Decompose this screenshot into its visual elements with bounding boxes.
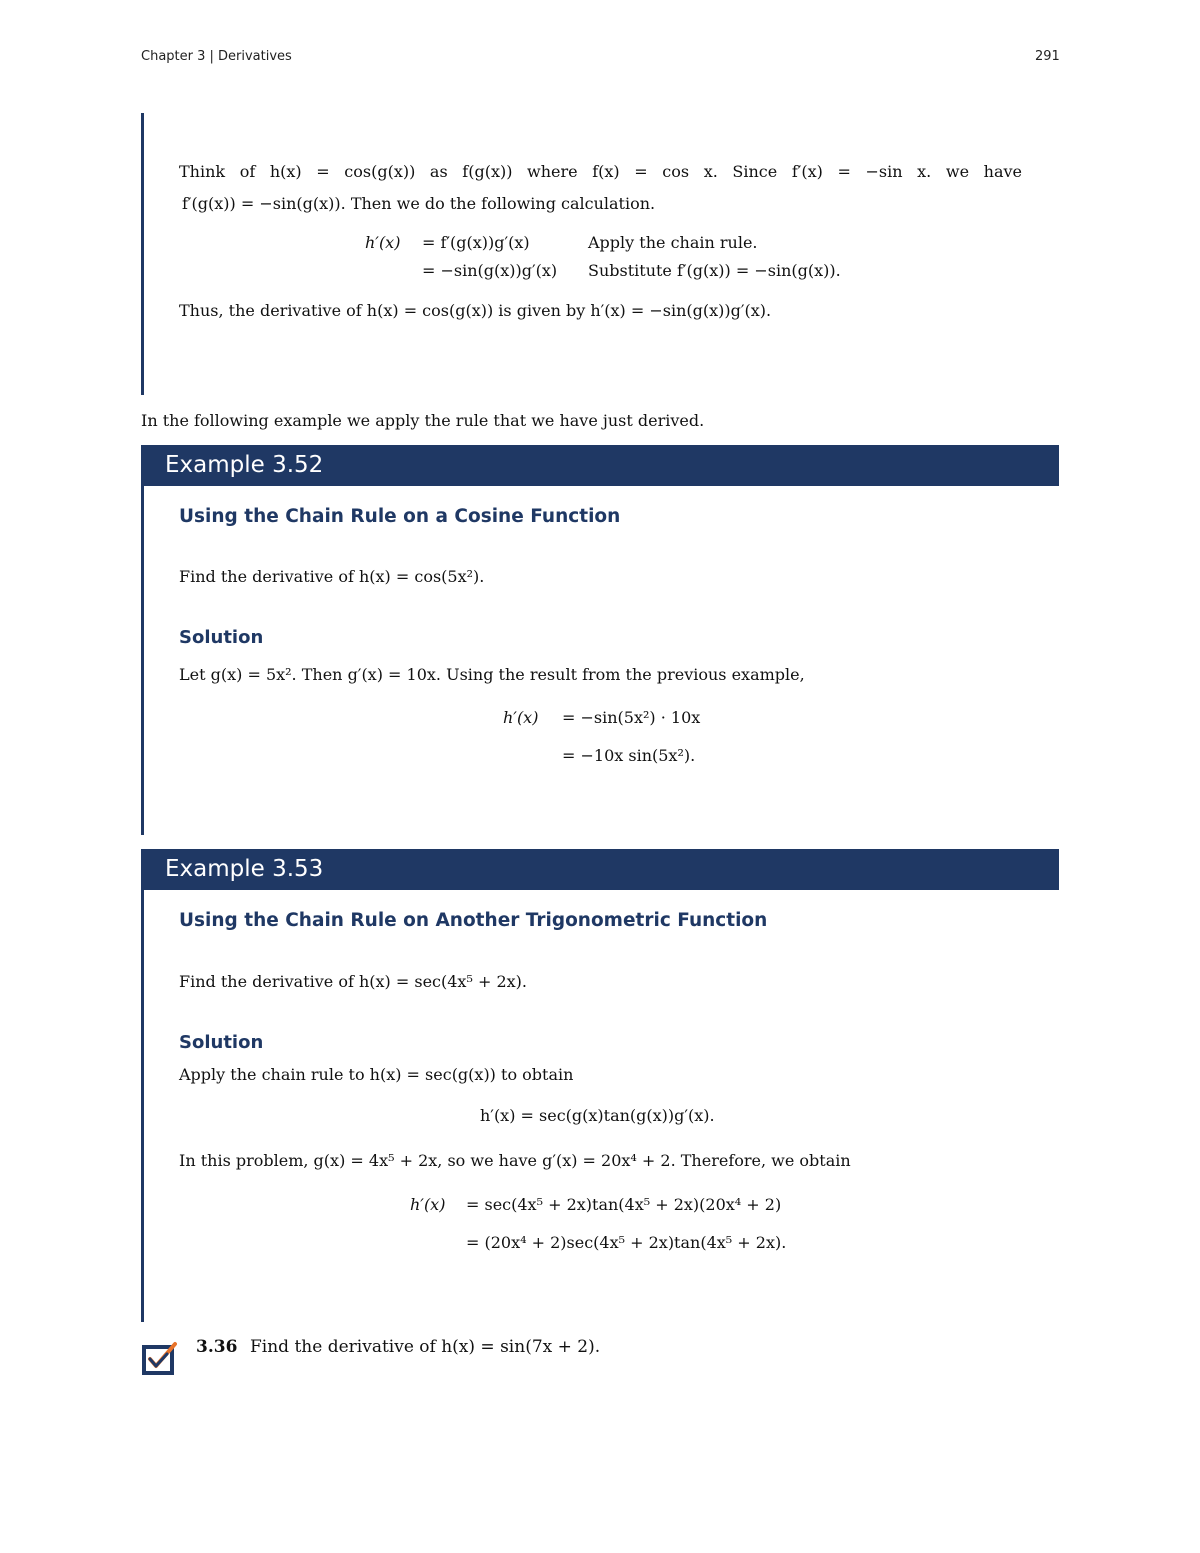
example-3-52-eq1-rhs: = −sin(5x²) · 10x bbox=[562, 708, 701, 727]
calc-row1-lhs: h′(x) bbox=[365, 233, 401, 252]
example-3-52-solution-label: Solution bbox=[179, 627, 264, 648]
example-3-52-eq1-lhs: h′(x) bbox=[503, 708, 539, 727]
calc-row2-rhs: = −sin(g(x))g′(x) bbox=[422, 261, 558, 280]
intro-line-1: Think of h(x) = cos(g(x)) as f(g(x)) where f(x) = cos x. Since f′(x) = −sin x. we have bbox=[179, 162, 1022, 181]
example-3-53-solution-label: Solution bbox=[179, 1032, 264, 1053]
calc-row1-note: Apply the chain rule. bbox=[588, 233, 758, 252]
example-3-52-title: Using the Chain Rule on a Cosine Function bbox=[179, 506, 621, 527]
example-3-53-eq1-lhs: h′(x) bbox=[410, 1195, 446, 1214]
example-3-53-eq1-rhs: = sec(4x⁵ + 2x)tan(4x⁵ + 2x)(20x⁴ + 2) bbox=[466, 1195, 782, 1214]
example-3-52-problem: Find the derivative of h(x) = cos(5x²). bbox=[179, 567, 485, 586]
example-3-52-solution-intro: Let g(x) = 5x². Then g′(x) = 10x. Using the result from the previous example, bbox=[179, 665, 805, 684]
intro-conclusion: Thus, the derivative of h(x) = cos(g(x)) is given by h′(x) = −sin(g(x))g′(x). bbox=[179, 301, 772, 320]
intro-line-2: f′(g(x)) = −sin(g(x)). Then we do the following calculation. bbox=[182, 194, 656, 213]
example-3-53-problem: Find the derivative of h(x) = sec(4x⁵ + 2x). bbox=[179, 972, 527, 991]
example-3-53-banner: Example 3.53 bbox=[143, 849, 1059, 890]
example-3-53-title: Using the Chain Rule on Another Trigonometric Function bbox=[179, 910, 768, 931]
example-3-53-bar bbox=[141, 849, 144, 1322]
example-3-53-solution-intro: Apply the chain rule to h(x) = sec(g(x)) to obtain bbox=[179, 1065, 574, 1084]
example-3-52-banner: Example 3.52 bbox=[143, 445, 1059, 486]
checkpoint-question: Find the derivative of h(x) = sin(7x + 2). bbox=[250, 1337, 601, 1357]
checkpoint-number: 3.36 bbox=[196, 1337, 238, 1357]
example-3-53-formula: h′(x) = sec(g(x)tan(g(x))g′(x). bbox=[480, 1106, 715, 1125]
intro-block-bar bbox=[141, 113, 144, 395]
running-header: Chapter 3 | Derivatives bbox=[141, 49, 292, 64]
example-3-52-bar bbox=[141, 445, 144, 835]
transition-text: In the following example we apply the rule that we have just derived. bbox=[141, 411, 705, 430]
example-3-52-eq2-rhs: = −10x sin(5x²). bbox=[562, 746, 696, 765]
calc-row2-note: Substitute f′(g(x)) = −sin(g(x)). bbox=[588, 261, 841, 280]
calc-row1-rhs: = f′(g(x))g′(x) bbox=[422, 233, 530, 252]
example-3-53-eq2-rhs: = (20x⁴ + 2)sec(4x⁵ + 2x)tan(4x⁵ + 2x). bbox=[466, 1233, 787, 1252]
example-3-53-setup: In this problem, g(x) = 4x⁵ + 2x, so we have g′(x) = 20x⁴ + 2. Therefore, we obtain bbox=[179, 1151, 851, 1170]
checkpoint-checkbox-icon bbox=[141, 1340, 177, 1376]
page-number: 291 bbox=[1035, 49, 1060, 64]
